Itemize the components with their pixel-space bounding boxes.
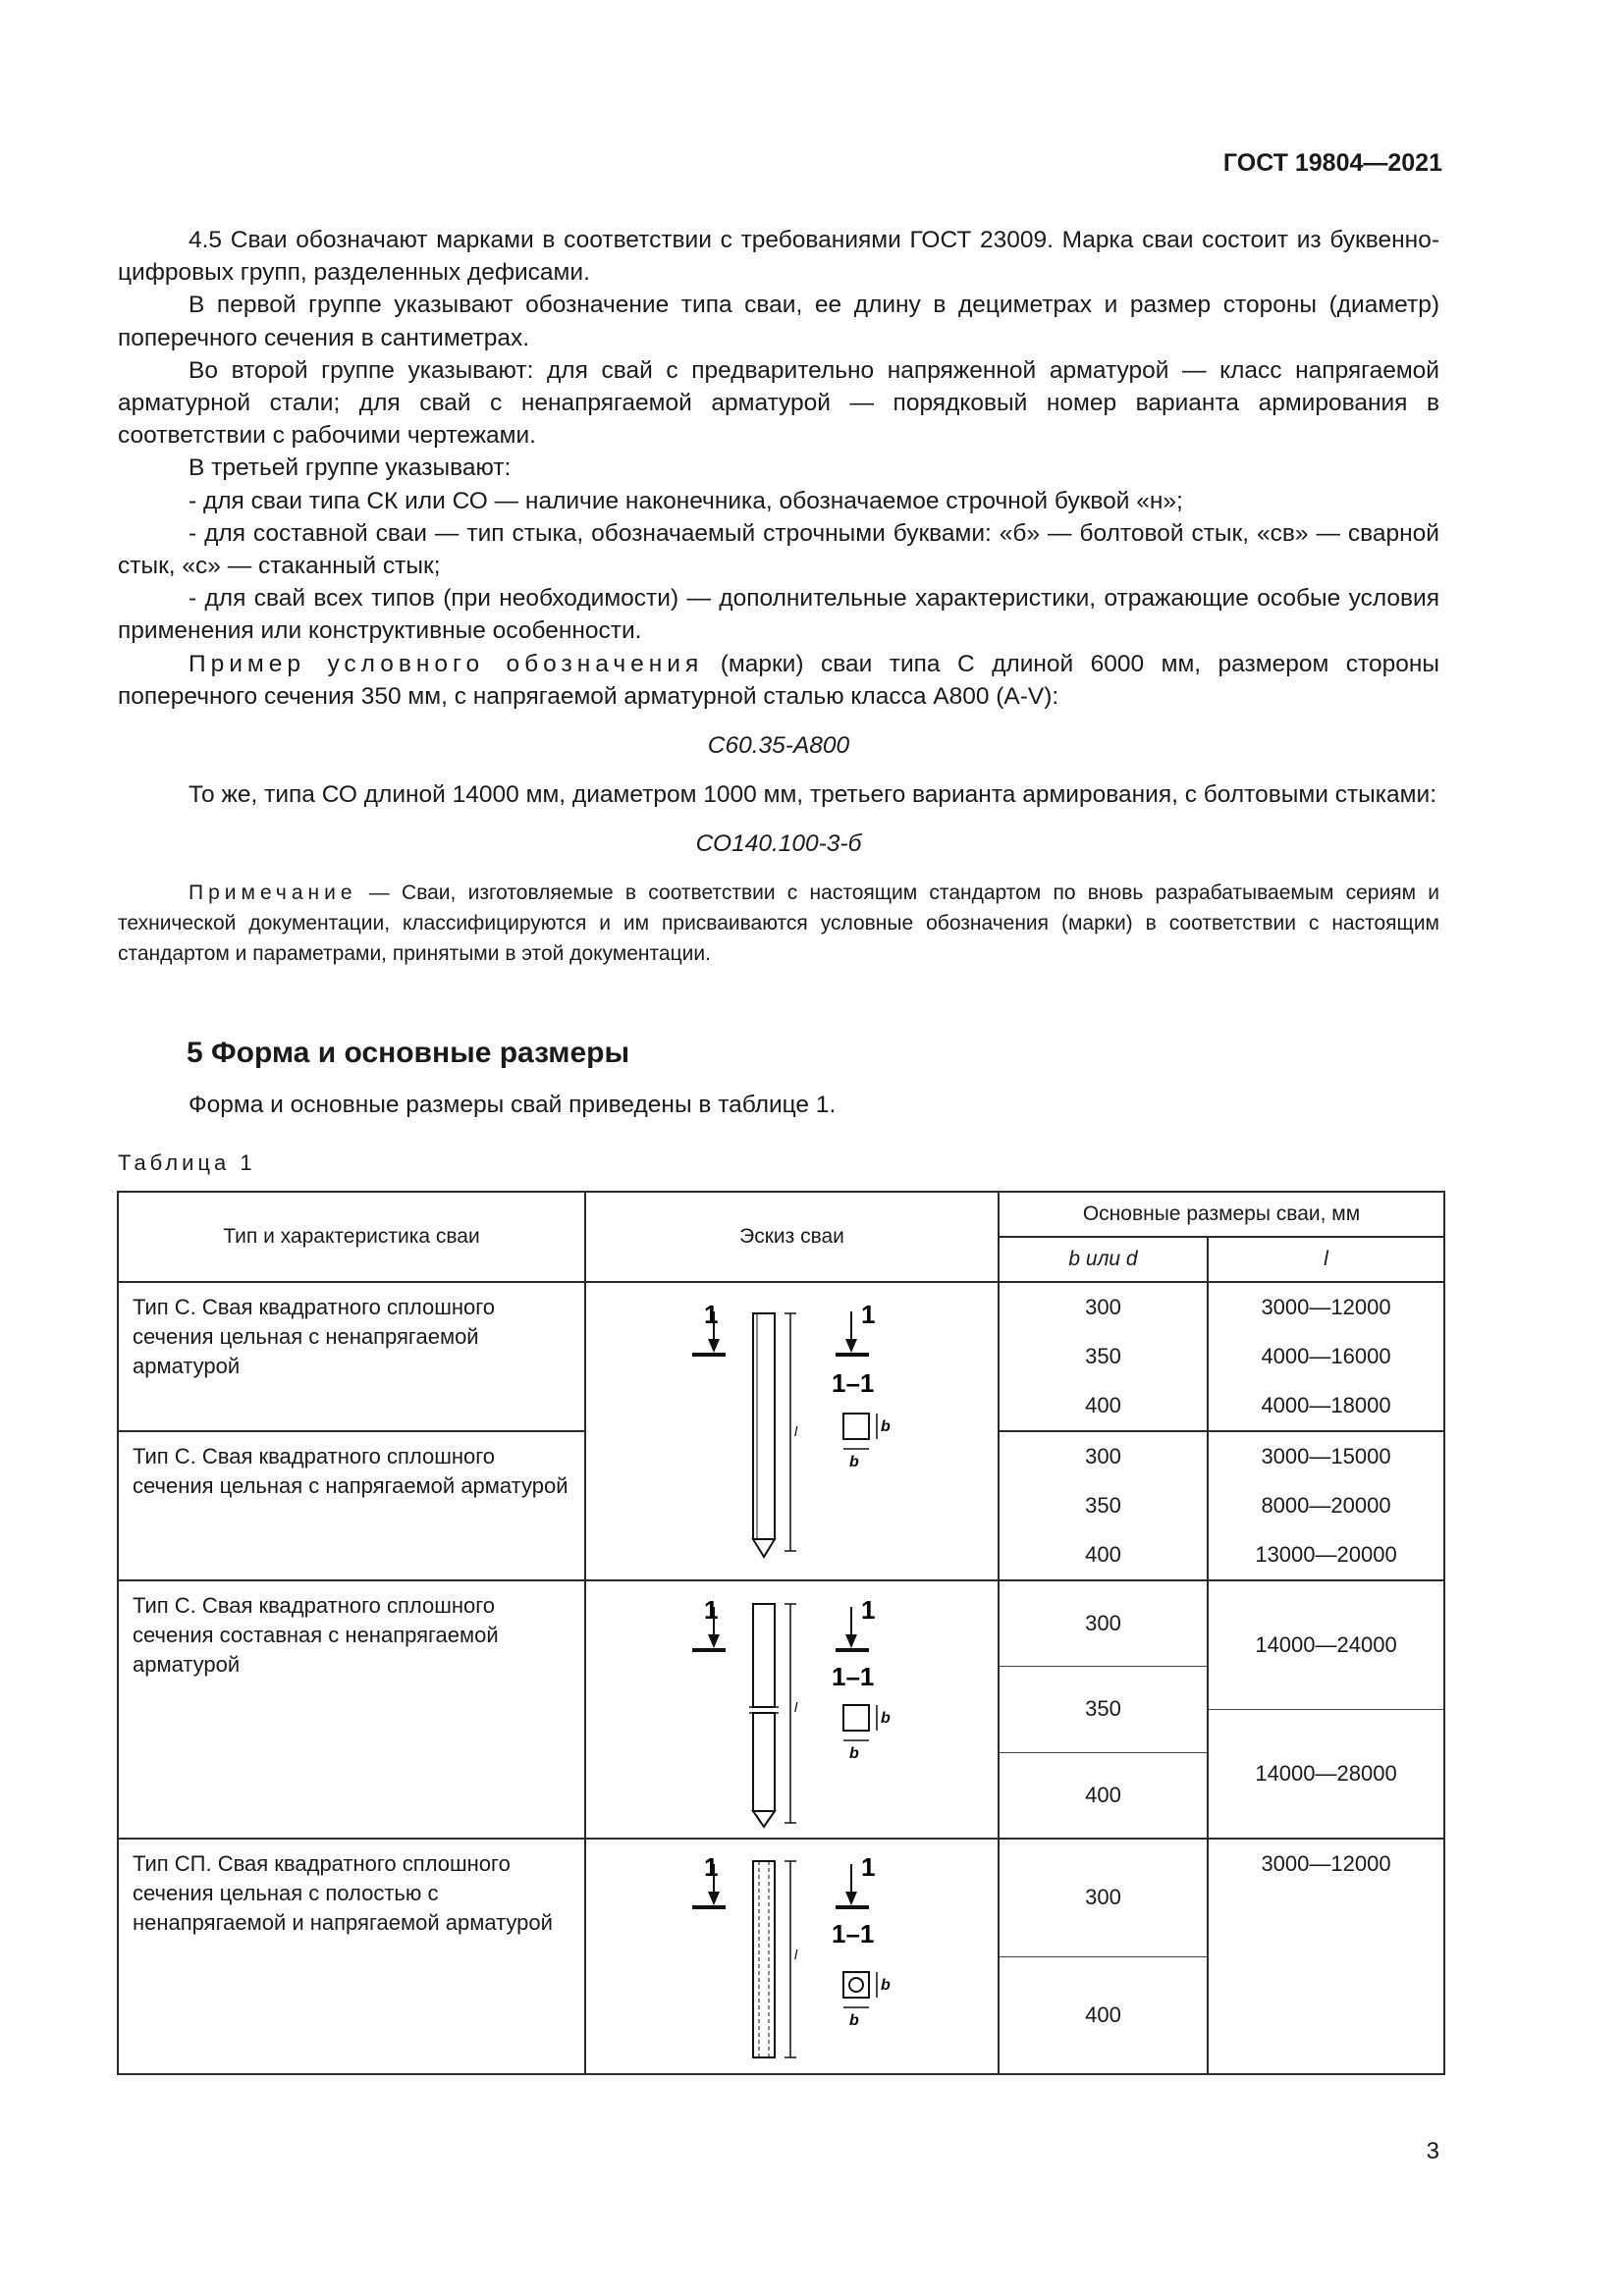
l-value: 3000—12000 <box>1261 1295 1391 1319</box>
b-values <box>999 1580 1208 1839</box>
list-item: - для свай всех типов (при необходимости) — дополнительные характеристики, отражающие особые условия применения или конструктивные особенности. <box>118 585 1439 645</box>
section-title: 5 Форма и основные размеры <box>187 1037 630 1069</box>
svg-text:1: 1 <box>703 1851 718 1882</box>
svg-text:b: b <box>880 1976 891 1994</box>
header-dims: Основные размеры сваи, мм <box>999 1192 1444 1237</box>
header-l: l <box>1208 1237 1444 1282</box>
header-b-or-d: b или d <box>999 1237 1208 1282</box>
sketch-pile-solid <box>585 1282 999 1580</box>
pile-type: Тип С. Свая квадратного сплошного сечения цельная с напрягаемой арматурой <box>118 1431 585 1580</box>
l-value: 14000—28000 <box>1255 1761 1397 1786</box>
b-value: 400 <box>1085 1782 1121 1807</box>
l-value: 8000—20000 <box>1261 1493 1391 1518</box>
table-row <box>118 1580 1444 1839</box>
sketch-pile-hollow <box>585 1839 999 2074</box>
svg-text:b: b <box>848 2011 859 2029</box>
pile-sketch-icon <box>675 1589 910 1830</box>
b-value: 350 <box>1085 1344 1121 1368</box>
b-value: 350 <box>1000 1667 1207 1753</box>
svg-text:1–1: 1–1 <box>831 1918 874 1949</box>
b-value: 400 <box>1085 1393 1121 1417</box>
pile-sketch-icon <box>675 1846 910 2067</box>
b-value: 300 <box>1085 1295 1121 1319</box>
svg-text:1: 1 <box>703 1595 718 1625</box>
list-item: - для сваи типа СК или СО — наличие наконечника, обозначаемое строчной буквой «н»; <box>189 487 1183 514</box>
svg-text:l: l <box>793 1699 797 1715</box>
l-values <box>1208 1839 1444 2074</box>
example-label: Пример условного обозначения <box>189 650 704 677</box>
l-value: 4000—16000 <box>1261 1344 1391 1368</box>
svg-text:1: 1 <box>860 1595 875 1625</box>
svg-text:1–1: 1–1 <box>831 1662 874 1691</box>
svg-text:l: l <box>793 1423 797 1439</box>
paragraph: В первой группе указывают обозначение типа сваи, ее длину в дециметрах и размер стороны (диаметр) поперечного сечения в сантиметрах. <box>118 292 1439 351</box>
list-item: - для составной сваи — тип стыка, обозначаемый строчными буквами: «б» — болтовой стык, «св» — сварной стык, «с» — стаканный стык; <box>118 519 1439 580</box>
paragraph: В третьей группе указывают: <box>189 454 512 482</box>
example-paragraph <box>118 648 1439 713</box>
b-value: 300 <box>1085 1444 1121 1468</box>
pile-sketch-icon <box>675 1294 910 1569</box>
svg-text:b: b <box>880 1710 891 1727</box>
page-number: 3 <box>1426 2138 1439 2164</box>
l-value: 14000—24000 <box>1209 1581 1443 1710</box>
section-intro: Форма и основные размеры свай приведены в таблице 1. <box>189 1092 837 1118</box>
b-value: 300 <box>1000 1840 1207 1956</box>
l-value: 4000—18000 <box>1261 1393 1391 1417</box>
b-value: 300 <box>1000 1581 1207 1667</box>
body-text <box>118 224 1439 969</box>
svg-text:1: 1 <box>703 1300 718 1329</box>
l-value: 3000—12000 <box>1261 1851 1391 1876</box>
b-value: 400 <box>1085 2002 1121 2027</box>
pile-type: Тип СП. Свая квадратного сплошного сечения цельная с полостью с ненапрягаемой и напрягаемой арматурой <box>118 1839 585 2074</box>
table-row <box>118 1282 1444 1431</box>
header-sketch: Эскиз сваи <box>585 1192 999 1282</box>
note-text: — Сваи, изготовляемые в соответствии с настоящим стандартом по вновь разрабатываемым сериям и технической документации, классифицируются и им присваиваются условные обозначения (марки) в соответствии с настоящим стандартом и параметрами, принятыми в этой документации. <box>118 881 1439 965</box>
svg-text:l: l <box>793 1946 797 1962</box>
l-value: 3000—15000 <box>1261 1444 1391 1468</box>
pile-dimensions-table <box>117 1191 1443 2071</box>
b-values <box>999 1282 1208 1431</box>
svg-text:1: 1 <box>860 1851 875 1882</box>
pile-type: Тип С. Свая квадратного сплошного сечения цельная с ненапрягаемой арматурой <box>118 1282 585 1431</box>
table-row <box>118 1839 1444 2074</box>
sketch-pile-composite <box>585 1580 999 1839</box>
l-values <box>1208 1580 1444 1839</box>
mark-example-2: СО140.100-3-б <box>695 830 862 858</box>
b-value: 350 <box>1085 1493 1121 1518</box>
l-values <box>1208 1431 1444 1580</box>
b-values <box>999 1431 1208 1580</box>
b-value: 400 <box>1085 1542 1121 1567</box>
svg-text:1: 1 <box>860 1300 875 1329</box>
l-value: 13000—20000 <box>1255 1542 1397 1567</box>
pile-type: Тип С. Свая квадратного сплошного сечения составная с ненапрягаемой арматурой <box>118 1580 585 1839</box>
header-type: Тип и характеристика сваи <box>118 1192 585 1282</box>
svg-text:b: b <box>848 1745 859 1762</box>
paragraph-4-5: 4.5 Сваи обозначают марками в соответствии с требованиями ГОСТ 23009. Марка сваи состоит из буквенно-цифровых групп, разделенных дефисами. <box>118 227 1439 287</box>
l-values <box>1208 1282 1444 1431</box>
table-caption: Таблица 1 <box>118 1150 256 1175</box>
note-label: Примечание <box>189 881 357 904</box>
svg-text:b: b <box>848 1454 859 1470</box>
svg-text:b: b <box>880 1418 891 1435</box>
note <box>118 878 1439 969</box>
svg-text:1–1: 1–1 <box>831 1368 874 1398</box>
example-text: (марки) сваи типа С длиной 6000 мм, размером стороны поперечного сечения 350 мм, с напрягаемой арматурной сталью класса А800 (А-V): <box>118 650 1439 710</box>
paragraph: Во второй группе указывают: для свай с предварительно напряженной арматурой — класс напрягаемой арматурной стали; для свай с ненапрягаемой арматурой — порядковый номер варианта армирования в соответствии с рабочими чертежами. <box>118 356 1439 450</box>
paragraph: То же, типа СО длиной 14000 мм, диаметром 1000 мм, третьего варианта армирования, с болтовыми стыками: <box>189 781 1437 809</box>
document-code: ГОСТ 19804—2021 <box>1222 149 1442 177</box>
b-values <box>999 1839 1208 2074</box>
mark-example-1: С60.35-А800 <box>707 732 850 760</box>
